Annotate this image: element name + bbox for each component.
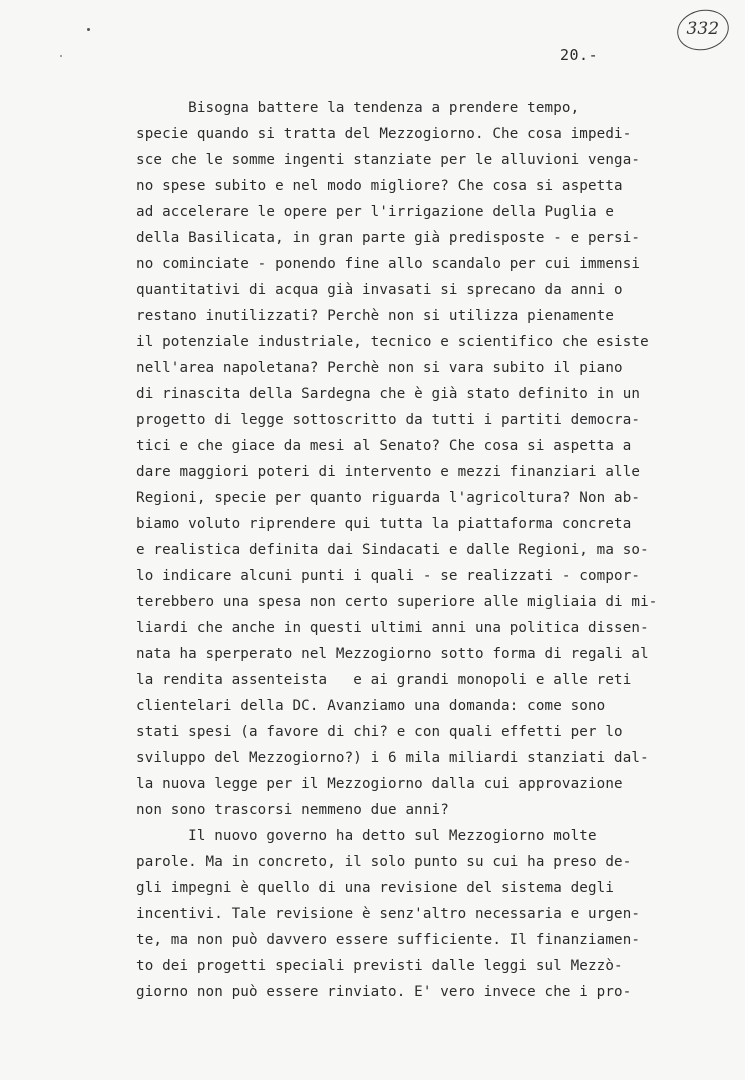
text-line: sce che le somme ingenti stanziate per le alluvioni venga-	[136, 152, 641, 168]
text-line: specie quando si tratta del Mezzogiorno. Che cosa impedi-	[136, 126, 632, 142]
text-line: della Basilicata, in gran parte già predisposte - e persi-	[136, 230, 641, 246]
ink-speck	[60, 55, 62, 57]
text-line: Regioni, specie per quanto riguarda l'agricoltura? Non ab-	[136, 490, 641, 506]
text-line: no spese subito e nel modo migliore? Che cosa si aspetta	[136, 178, 623, 194]
text-line: no cominciate - ponendo fine allo scandalo per cui immensi	[136, 256, 641, 272]
text-line: ad accelerare le opere per l'irrigazione della Puglia e	[136, 204, 615, 220]
text-line: sviluppo del Mezzogiorno?) i 6 mila miliardi stanziati dal-	[136, 750, 649, 766]
text-line: il potenziale industriale, tecnico e scientifico che esiste	[136, 334, 649, 350]
text-line: di rinascita della Sardegna che è già stato definito in un	[136, 386, 641, 402]
text-line: stati spesi (a favore di chi? e con quali effetti per lo	[136, 724, 623, 740]
text-line: quantitativi di acqua già invasati si sprecano da anni o	[136, 282, 623, 298]
text-line: la rendita assenteista e ai grandi monopoli e alle reti	[136, 672, 632, 688]
text-line: biamo voluto riprendere qui tutta la piattaforma concreta	[136, 516, 632, 532]
page-stamp	[673, 5, 732, 55]
text-line: tici e che giace da mesi al Senato? Che cosa si aspetta a	[136, 438, 632, 454]
text-line: nell'area napoletana? Perchè non si vara subito il piano	[136, 360, 623, 376]
text-line: nata ha sperperato nel Mezzogiorno sotto forma di regali al	[136, 646, 649, 662]
text-line: clientelari della DC. Avanziamo una domanda: come sono	[136, 698, 606, 714]
stamp-number: 332	[686, 19, 720, 40]
text-line: parole. Ma in concreto, il solo punto su cui ha preso de-	[136, 854, 632, 870]
text-line: incentivi. Tale revisione è senz'altro necessaria e urgen-	[136, 906, 641, 922]
text-line: dare maggiori poteri di intervento e mezzi finanziari alle	[136, 464, 641, 480]
text-line: lo indicare alcuni punti i quali - se realizzati - compor-	[136, 568, 641, 584]
text-line: giorno non può essere rinviato. E' vero invece che i pro-	[136, 984, 632, 1000]
text-line: te, ma non può davvero essere sufficiente. Il finanziamen-	[136, 932, 641, 948]
text-line: to dei progetti speciali previsti dalle leggi sul Mezzò-	[136, 958, 623, 974]
text-line: la nuova legge per il Mezzogiorno dalla cui approvazione	[136, 776, 623, 792]
text-line: terebbero una spesa non certo superiore alle migliaia di mi-	[136, 594, 658, 610]
text-line: Il nuovo governo ha detto sul Mezzogiorno molte	[136, 828, 597, 844]
text-line: progetto di legge sottoscritto da tutti i partiti democra-	[136, 412, 641, 428]
text-line: gli impegni è quello di una revisione del sistema degli	[136, 880, 615, 896]
text-line: liardi che anche in questi ultimi anni una politica dissen-	[136, 620, 649, 636]
text-line: Bisogna battere la tendenza a prendere tempo,	[136, 100, 580, 116]
page-number: 20.-	[560, 46, 599, 64]
ink-speck	[87, 28, 90, 31]
text-line: restano inutilizzati? Perchè non si utilizza pienamente	[136, 308, 615, 324]
text-line: e realistica definita dai Sindacati e dalle Regioni, ma so-	[136, 542, 649, 558]
text-line: non sono trascorsi nemmeno due anni?	[136, 802, 449, 818]
body-text	[136, 95, 696, 1005]
